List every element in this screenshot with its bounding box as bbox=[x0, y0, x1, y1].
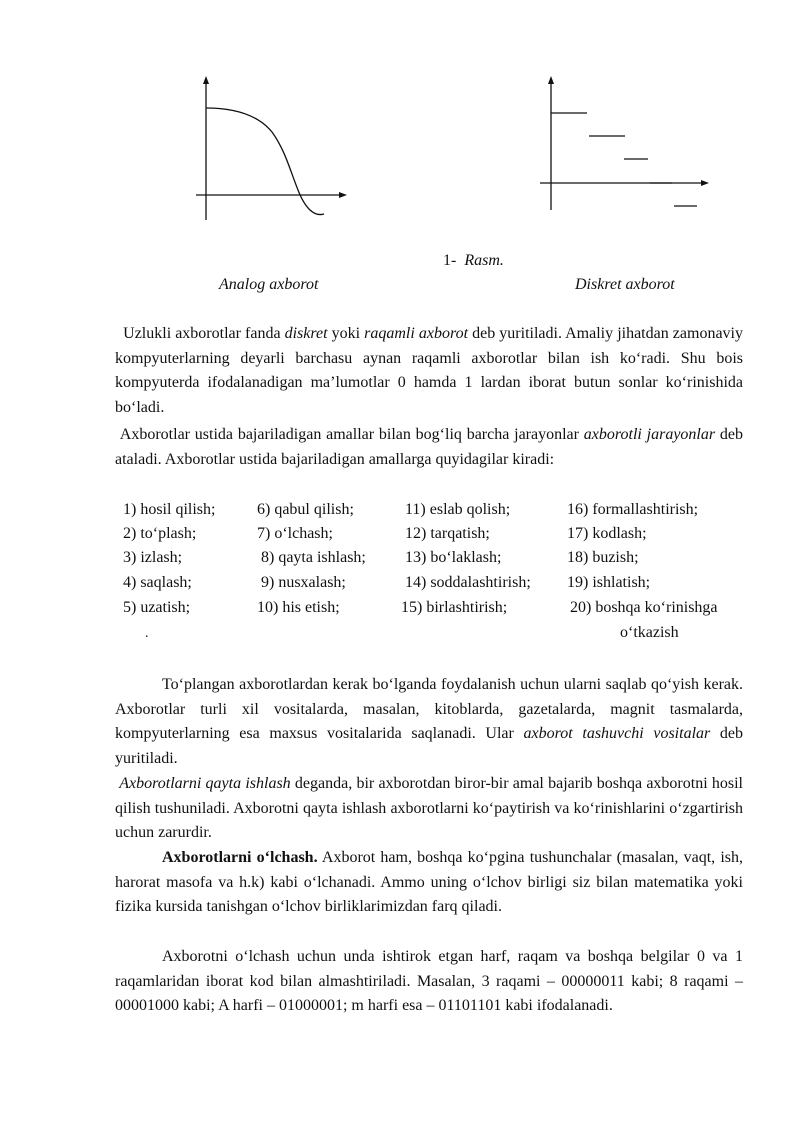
analog-y-arrow bbox=[203, 76, 209, 84]
list-item: 20) boshqa ko‘rinishga bbox=[570, 599, 718, 616]
para1-italic-2: raqamli axborot bbox=[364, 325, 469, 342]
paragraph-4 bbox=[115, 772, 743, 846]
list-item: 13) bo‘laklash; bbox=[405, 549, 502, 566]
para2-italic-1: axborotli jarayonlar bbox=[583, 426, 716, 443]
para4-italic-1: Axborotlarni qayta ishlash bbox=[119, 775, 291, 792]
discrete-graph bbox=[540, 76, 709, 210]
list-item: 10) his etish; bbox=[257, 599, 340, 616]
para6-text-1: Axborotni o‘lchash uchun unda ishtirok etgan harf, raqam va boshqa belgilar 0 va 1 raqamlaridan iborat kod bilan almashtiriladi. Masalan, 3 raqami – 00000011 kabi; 8 raqami – 00001000 kabi; A harfi – 01000001; m harfi esa – 01101101 kabi ifodalanadi. bbox=[115, 948, 743, 1014]
para3-italic-1: axborot tashuvchi vositalar bbox=[523, 725, 711, 742]
list-item: 9) nusxalash; bbox=[261, 574, 346, 591]
para3-text-1: To‘plangan axborotlardan kerak bo‘lganda foydalanish uchun ularni saqlab qo‘yish kerak. Axborotlar turli xil vositalarda, masalan, kitoblarda, gazetalarda, magnit tasmalarda, kompyuterlarning esa maxsus vositalarida saqlanadi. Ular bbox=[115, 676, 743, 742]
list-item: 8) qayta ishlash; bbox=[261, 549, 366, 566]
discrete-label: Diskret axborot bbox=[575, 276, 675, 293]
paragraph-3 bbox=[115, 673, 743, 771]
list-item: 12) tarqatish; bbox=[405, 525, 490, 542]
para2-text-2: deb ataladi. Axborotlar ustida bajariladigan amallarga quyidagilar kiradi: bbox=[115, 426, 743, 468]
para5-heading: Axborotlarni o‘lchash. bbox=[162, 849, 318, 866]
analog-graph bbox=[196, 76, 347, 220]
list-item-continuation: o‘tkazish bbox=[620, 624, 679, 641]
list-item: 14) soddalashtirish; bbox=[405, 574, 531, 591]
paragraph-6 bbox=[115, 945, 743, 1019]
list-item: 19) ishlatish; bbox=[567, 574, 651, 591]
list-item: 17) kodlash; bbox=[567, 525, 647, 542]
list-item: 2) to‘plash; bbox=[123, 525, 197, 542]
list-item: 16) formallashtirish; bbox=[567, 501, 699, 518]
caption-number: 1- bbox=[443, 252, 457, 269]
discrete-x-arrow bbox=[701, 180, 709, 186]
analog-curve bbox=[206, 108, 324, 215]
list-item: 4) saqlash; bbox=[123, 574, 192, 591]
para4-text-1: deganda, bir axborotdan biror-bir amal bajarib boshqa axborotni hosil qilish tushuniladi. Axborotni qayta ishlash axborotlarni ko‘paytirish va ko‘rinishlarini o‘zgartirish uchun zarurdir. bbox=[115, 775, 743, 841]
figure-caption bbox=[443, 252, 504, 270]
paragraph-5 bbox=[115, 846, 743, 920]
paragraph-1 bbox=[115, 322, 743, 420]
paragraph-2 bbox=[115, 423, 743, 472]
analog-label: Analog axborot bbox=[219, 276, 319, 293]
para1-text-1: Uzlukli axborotlar fanda bbox=[123, 325, 285, 342]
discrete-y-arrow bbox=[548, 76, 554, 84]
para1-italic-1: diskret bbox=[284, 325, 328, 342]
list-item: 5) uzatish; bbox=[123, 599, 191, 616]
caption-label: Rasm. bbox=[464, 252, 504, 269]
list-item: 3) izlash; bbox=[123, 549, 183, 566]
analog-x-arrow bbox=[339, 192, 347, 198]
list-item: 18) buzish; bbox=[567, 549, 639, 566]
list-item: 15) birlashtirish; bbox=[401, 599, 508, 616]
operations-list bbox=[0, 498, 800, 648]
list-item: 1) hosil qilish; bbox=[123, 501, 216, 518]
para5-text-1: Axborot ham, boshqa ko‘pgina tushunchalar (masalan, vaqt, ish, harorat masofa va h.k) kabi o‘lchanadi. Ammo uning o‘lchov birligi siz bilan matematika yoki fizika kursida tanishgan o‘lchov birliklarimizdan farq qiladi. bbox=[115, 849, 743, 915]
list-item: 7) o‘lchash; bbox=[257, 525, 333, 542]
para2-text-1: Axborotlar ustida bajariladigan amallar bilan bog‘liq barcha jarayonlar bbox=[119, 426, 584, 443]
figure-analog-discrete bbox=[0, 60, 800, 240]
para3-text-2: deb yuritiladi. bbox=[115, 725, 744, 767]
para1-text-2: yoki bbox=[327, 325, 365, 342]
list-dot: . bbox=[145, 626, 149, 641]
list-item: 6) qabul qilish; bbox=[257, 501, 354, 518]
para1-text-3: deb yuritiladi. Amaliy jihatdan zamonaviy kompyuterlarning deyarli barchasu aynan raqamli axborotlar bilan ish ko‘radi. Shu bois kompyuterda ifodalanadigan ma’lumotlar 0 hamda 1 lardan iborat butun sonlar ko‘rinishida bo‘ladi. bbox=[115, 325, 743, 416]
list-item: 11) eslab qolish; bbox=[405, 501, 511, 518]
